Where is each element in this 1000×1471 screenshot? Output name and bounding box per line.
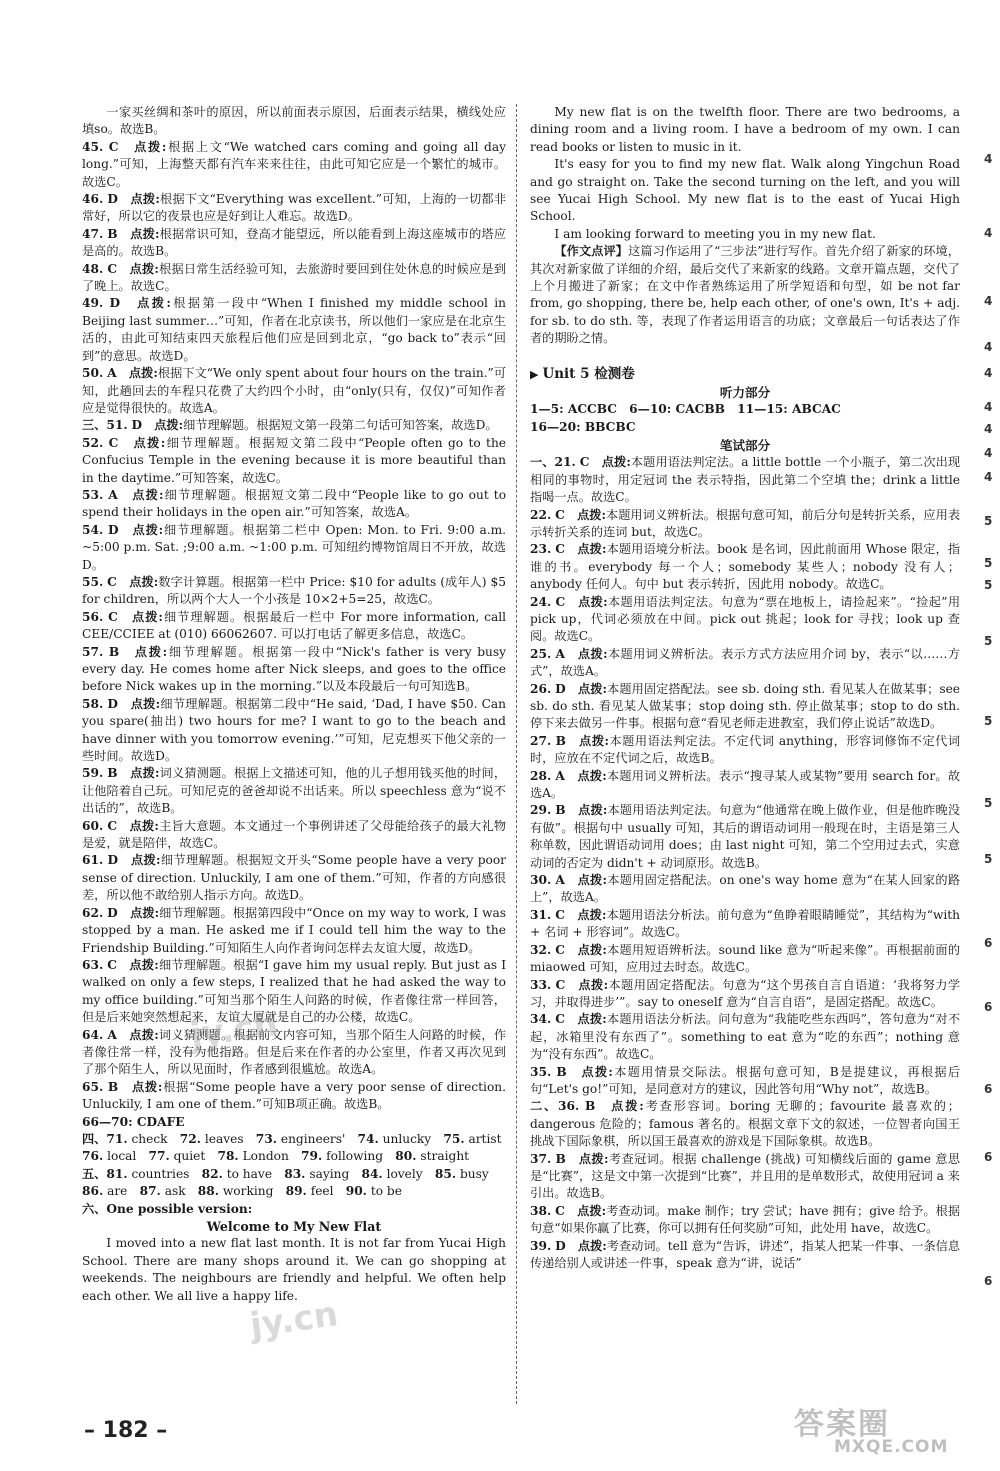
hint-label: 点拨: <box>577 1203 607 1218</box>
answer-entry <box>530 733 960 768</box>
answer-letter: A <box>108 487 118 502</box>
entry-text: 根据下文“We only spent about four hours on the train.”可知，此趟回去的车程只花费了大约四个小时，由“only(只有，仅仅)”可知作者应是觉得很快的。故选A。 <box>82 366 507 415</box>
margin-mark: 5 <box>984 556 993 570</box>
item-number: 86. <box>82 1184 104 1199</box>
question-number: 26. <box>530 681 552 696</box>
answers-66-70: 66—70: CDAFE <box>82 1114 185 1129</box>
item-word: engineers' <box>280 1131 346 1146</box>
question-number: 63. <box>82 957 104 972</box>
entry-text: 本题用情景交际法。根据句意可知，B是提建议，再根据后句“Let's go!”可知，是同意对方的建议，因此答句用“Why not”，故选B。 <box>530 1064 961 1096</box>
entry-text: 本题用语法分析法。问句意为“我能吃些东西吗”，答句意为“对不起，冰箱里没有东西了”。something to eat 意为“吃的东西”；nothing 意为“没有东西”。故选C。 <box>530 1012 961 1062</box>
site-watermark <box>794 1399 984 1461</box>
entry-text: 本题用固定搭配法。句意为“这个男孩自言自语道：‘我将努力学习，并取得进步’”。say to oneself 意为“自言自语”，是固定搭配。故选C。 <box>530 977 961 1009</box>
answer-letter: D <box>107 696 118 711</box>
answer-letter: D <box>107 522 119 537</box>
hint-label: 点拨: <box>133 435 166 450</box>
answer-entry <box>530 977 960 1012</box>
hint-label: 点拨: <box>130 696 161 711</box>
answer-entry <box>82 609 506 644</box>
hint-label: 点拨: <box>154 418 184 433</box>
question-number: 53. <box>82 487 104 502</box>
question-number: 一、21. <box>530 455 576 470</box>
question-number: 25. <box>530 646 552 661</box>
answer-letter: B <box>107 1079 119 1094</box>
answer-entry <box>530 507 960 542</box>
answer-entry <box>82 574 506 609</box>
unit-title-text: Unit 5 检测卷 <box>542 365 635 382</box>
item-word: quiet <box>173 1149 206 1164</box>
answer-letter: D <box>107 192 118 207</box>
answer-letter: C <box>555 1203 565 1218</box>
answer-entry <box>530 942 960 977</box>
answer-letter: C <box>108 609 118 624</box>
answer-letter: D <box>555 1238 566 1253</box>
entry-text: 根据第一段中“When I finished my middle school in Beijing last summer…”可知，作者在北京读书，所以他们一家应是在北京生活的，由此可知结束四天旅程后他们应是回到北京，“go back to”表示“回到”的意思。故选D。 <box>82 296 506 363</box>
question-number: 32. <box>530 942 552 957</box>
hint-label: 点拨: <box>578 681 608 696</box>
hint-label: 点拨: <box>130 192 160 207</box>
answer-letter: A <box>107 1027 117 1042</box>
item-number: 81. <box>106 1166 128 1181</box>
margin-mark: 5 <box>984 634 993 648</box>
question-number: 54. <box>82 522 104 537</box>
answer-entry <box>82 957 506 1027</box>
item-number: 78. <box>217 1149 239 1164</box>
essay-paragraph-4: I am looking forward to meeting you in my new flat. <box>554 226 876 241</box>
hint-label: 点拨: <box>577 646 608 661</box>
hint-label: 点拨: <box>581 1064 613 1079</box>
item-word: unlucky <box>382 1131 432 1146</box>
answer-letter: C <box>555 594 566 609</box>
entry-text: 考查动词。make 制作；try 尝试；have 拥有；give 给予。根据句意“如果你赢了比赛，你可以拥有任何奖励”可知，此处用 have，故选C。 <box>530 1203 961 1236</box>
question-number: 33. <box>530 977 552 992</box>
entry-text: 本题用词义辨析法。表示方式方法应用介词 by，表示“以……方式”，故选A。 <box>530 646 961 679</box>
answer-letter: C <box>107 957 117 972</box>
entry-text: 一家买丝绸和茶叶的原因，所以前面表示原因，后面表示结果，横线处应填so。故选B。 <box>82 105 506 137</box>
question-number: 61. <box>82 853 104 868</box>
hint-label: 点拨: <box>130 905 160 920</box>
item-word: following <box>326 1149 384 1164</box>
answer-letter: A <box>107 366 117 381</box>
question-number: 37. <box>530 1151 552 1166</box>
item-word: check <box>131 1131 168 1146</box>
answer-letter: B <box>107 226 118 241</box>
item-number: 79. <box>301 1149 323 1164</box>
entry-text: 本题用固定搭配法。on one's way home 意为“在某人回家的路上”，故选A。 <box>530 873 961 905</box>
entry-text: 本题用语法判定法。句意为“他通常在晚上做作业，但是他昨晚没有做”。根据句中 usually 可知，其后的谓语动词用一般现在时，主语是第三人称单数，因此谓语动词用 does；由 last night 可知，第二个空用过去式，实意动词的否定为 didn't + 动词原形。故选B。 <box>530 803 961 870</box>
answer-entry <box>530 1151 960 1203</box>
margin-mark: 5 <box>984 514 993 528</box>
answer-entry <box>82 295 506 365</box>
entry-text: 数字计算题。根据第一栏中 Price: $10 for adults (成年人) $5 for children，所以两个大人一个小孩是 10×2+5=25，故选C。 <box>82 574 507 607</box>
answer-letter: C <box>579 455 590 470</box>
hint-label: 点拨: <box>131 1079 163 1094</box>
column-divider <box>516 104 517 1404</box>
question-number: 27. <box>530 733 552 748</box>
right-column <box>530 104 960 1272</box>
item-word: lovely <box>386 1166 423 1181</box>
answer-letter: A <box>555 646 565 661</box>
answer-entry <box>82 696 506 766</box>
entry-text: 细节理解题。根据第二段中“He said, ‘Dad, I have $50. Can you spare(抽出) two hours for me? I want to go to the beach and have dinner with you tomorrow evening.’”可知，尼克想买下他父亲的一些时间。故选D。 <box>82 696 507 764</box>
margin-mark: 4 <box>984 470 993 484</box>
answer-letter: C <box>555 507 565 522</box>
watermark-logo-text: 答案圈 <box>794 1407 890 1442</box>
answer-entry <box>82 522 506 574</box>
hint-label: 点拨: <box>129 1027 159 1042</box>
hint-label: 点拨: <box>132 487 164 502</box>
item-number: 84. <box>361 1166 383 1181</box>
item-number: 71. <box>106 1131 128 1146</box>
hint-label: 点拨: <box>130 226 160 241</box>
margin-mark: 6 <box>984 1274 993 1288</box>
question-number: 65. <box>82 1079 104 1094</box>
hint-label: 点拨: <box>129 818 159 833</box>
item-word: feel <box>310 1184 334 1199</box>
margin-mark: 4 <box>984 400 993 414</box>
item-number: 80. <box>395 1149 417 1164</box>
answer-entry <box>82 852 506 904</box>
answer-entry <box>82 1027 506 1079</box>
margin-mark: 4 <box>984 152 993 166</box>
item-word: to have <box>226 1166 273 1181</box>
answer-entry <box>530 541 960 593</box>
item-word: artist <box>468 1131 502 1146</box>
entry-text: 词义猜测题。根据上文描述可知，他的儿子想用钱买他的时间，让他陪着自己玩。可知尼克的爸爸却说不出话来。所以 speechless 意为“说不出话的”，故选B。 <box>82 766 507 816</box>
entry-text: 考查形容词。boring 无聊的；favourite 最喜欢的；dangerous 危险的；famous 著名的。根据文章下文的叙述，一位智者向国王挑战下国际象棋，所以国王最喜欢的游戏是下国际象棋。故选B。 <box>530 1099 960 1149</box>
item-number: 73. <box>255 1131 277 1146</box>
question-number: 55. <box>82 574 104 589</box>
answer-letter: B <box>108 644 120 659</box>
hint-label: 点拨: <box>129 957 159 972</box>
entry-text: 本题用词义辨析法。根据句意可知，前后分句是转折关系，应用表示转折关系的连词 but，故选C。 <box>530 507 961 539</box>
hint-label: 点拨: <box>132 609 163 624</box>
entry-text: 细节理解题。根据短文第一段第二句话可知答案，故选D。 <box>183 418 498 433</box>
question-number: 三、51. <box>82 418 128 433</box>
review-text: 这篇习作运用了“三步法”进行写作。首先介绍了新家的环境，其次对新家做了详细的介绍，最后交代了来新家的线路。文章开篇点题，交代了上个月搬进了新家；在文中作者熟练运用了所学短语和句型，如 be not far from, go shopping, there be, help each other, of one's own, It's + adj. for sb. to do sth. 等，表现了作者运用语言的功底；文章最后一句话表达了作者的期盼之情。 <box>530 244 960 346</box>
answer-entry <box>530 454 960 506</box>
question-number: 50. <box>82 366 104 381</box>
answer-entry <box>530 594 960 646</box>
answer-entry <box>530 1064 960 1099</box>
item-number: 72. <box>179 1131 201 1146</box>
question-number: 29. <box>530 803 552 818</box>
question-number: 52. <box>82 435 104 450</box>
margin-mark: 6 <box>984 1000 993 1014</box>
answer-entry <box>530 1238 960 1273</box>
answer-entry <box>530 1203 960 1238</box>
item-number: 74. <box>357 1131 379 1146</box>
entry-text: 词义猜测题。根据前文内容可知，当那个陌生人问路的时候，作者像往常一样，没有为他指路。但是后来在作者的办公室里，作者又再次见到了那个陌生人，所以见面时，作者感到很尴尬。故选A。 <box>82 1027 507 1077</box>
hint-label: 点拨: <box>130 766 160 781</box>
margin-mark: 5 <box>984 852 993 866</box>
answer-letter: C <box>555 907 565 922</box>
answer-letter: C <box>555 542 565 557</box>
essay-title: Welcome to My New Flat <box>206 1219 382 1234</box>
entry-text: 根据上文“We watched cars coming and going all day long.”可知，上海整天都有汽车来来往往，由此可知它应是一个繁忙的城市。故选C。 <box>82 139 506 189</box>
item-word: local <box>107 1149 137 1164</box>
review-label: 【作文点评】 <box>554 244 629 259</box>
item-word: ask <box>164 1184 186 1199</box>
answer-letter: C <box>108 139 119 154</box>
entry-text: 本题用短语辨析法。sound like 意为“听起来像”。再根据前面的 miaowed 可知，应用过去时态。故选C。 <box>530 942 961 975</box>
item-word: are <box>107 1184 128 1199</box>
answer-entry <box>82 818 506 853</box>
item-word: countries <box>131 1166 190 1181</box>
question-number: 35. <box>530 1064 552 1079</box>
answer-entry <box>530 907 960 942</box>
essay-paragraph-2: My new flat is on the twelfth floor. There are two bedrooms, a dining room and a living room. I have a bedroom of my own. I can read books or listen to music in it. <box>530 105 960 154</box>
answer-entry <box>82 261 506 296</box>
ghost-watermark-2: jy.cn <box>247 1294 341 1346</box>
section-label: 四、 <box>82 1131 107 1146</box>
question-number: 56. <box>82 609 104 624</box>
listening-heading: 听力部分 <box>719 384 771 400</box>
margin-mark: 4 <box>984 366 993 380</box>
hint-label: 点拨: <box>611 1099 644 1114</box>
item-number: 89. <box>285 1184 307 1199</box>
entry-text: 细节理解题。根据第四段中“Once on my way to work, I was stopped by a man. He asked me if I could tell him the way to the Friendship Building.”可知陌生人向作者询问怎样去友谊大厦，故选D。 <box>82 905 507 955</box>
section-6-heading: 六、One possible version: <box>82 1201 253 1216</box>
answer-letter: C <box>107 574 117 589</box>
entry-text: 考查冠词。根据 challenge (挑战) 可知横线后面的 game 意思是“比赛”，这是文中第一次提到“比赛”，并且用的是单数形式，故使用冠词 a 来引出。故选B。 <box>530 1151 961 1201</box>
margin-mark: 4 <box>984 340 993 354</box>
answer-entry <box>530 872 960 907</box>
hint-label: 点拨: <box>134 139 167 154</box>
question-number: 59. <box>82 766 104 781</box>
answer-letter: B <box>555 1151 566 1166</box>
section-5-answers <box>82 1166 506 1201</box>
question-number: 45. <box>82 139 104 154</box>
entry-text: 本题用语法分析法。前句意为“鱼睁着眼睛睡觉”，其结构为“with + 名词 + 形容词”。故选C。 <box>530 907 961 940</box>
essay-review <box>530 243 960 347</box>
answer-entry <box>82 417 506 434</box>
entry-text: 本题用语法判定法。不定代词 anything，形容词修饰不定代词时，应放在不定代词之后，故选B。 <box>530 733 961 766</box>
section-4-answers <box>82 1131 506 1166</box>
answer-letter: B <box>584 1099 596 1114</box>
question-number: 24. <box>530 594 552 609</box>
item-number: 83. <box>284 1166 306 1181</box>
triangle-icon: ▶ <box>530 367 539 381</box>
answer-entry <box>530 646 960 681</box>
question-number: 46. <box>82 192 104 207</box>
hint-label: 点拨: <box>577 542 607 557</box>
answer-letter: B <box>555 733 566 748</box>
question-number: 39. <box>530 1238 552 1253</box>
answer-entry <box>82 644 506 696</box>
question-number: 38. <box>530 1203 552 1218</box>
question-number: 28. <box>530 768 552 783</box>
item-number: 85. <box>434 1166 457 1181</box>
answer-letter: B <box>555 803 566 818</box>
margin-mark: 5 <box>984 796 993 810</box>
answer-entry <box>82 139 506 191</box>
question-number: 49. <box>82 296 104 311</box>
answer-letter: C <box>555 942 565 957</box>
hint-label: 点拨: <box>577 873 607 888</box>
answer-letter: A <box>555 768 565 783</box>
hint-label: 点拨: <box>128 366 158 381</box>
entry-text: 考查动词。tell 意为“告诉，讲述”，指某人把某一件事、一条信息传递给别人或讲述一件事，speak 意为“讲，说话” <box>530 1238 961 1270</box>
section-label: 五、 <box>82 1166 107 1181</box>
margin-marks <box>984 104 1000 1404</box>
margin-mark: 6 <box>984 1150 993 1164</box>
question-number: 48. <box>82 261 104 276</box>
entry-text: 本题用词义辨析法。表示“搜寻某人或某物”要用 search for。故选A。 <box>530 768 961 801</box>
answer-letter: C <box>108 435 119 450</box>
hint-label: 点拨: <box>578 1151 609 1166</box>
entry-text: 根据常识可知，登高才能望远，所以能看到上海这座城市的塔应是高的。故选B。 <box>82 226 507 259</box>
hint-label: 点拨: <box>132 522 164 537</box>
answer-letter: B <box>556 1064 567 1079</box>
hint-label: 点拨: <box>577 768 607 783</box>
section-4-answers-row <box>82 1131 506 1148</box>
hint-label: 点拨: <box>577 907 607 922</box>
question-number: 34. <box>530 1012 552 1027</box>
margin-mark: 4 <box>984 294 993 308</box>
question-number: 60. <box>82 818 104 833</box>
margin-mark: 5 <box>984 714 993 728</box>
entry-text: 本题用固定搭配法。see sb. doing sth. 看见某人在做某事；see sb. do sth. 看见某人做某事；stop doing sth. 停止做某事；stop to do sth. 停下来去做另一件事。根据句意“看见老师走进教室，我们停止说话”故选D。 <box>530 681 961 731</box>
answer-letter: C <box>107 818 118 833</box>
answer-entry <box>530 1098 960 1150</box>
entry-text: 根据下文“Everything was excellent.”可知，上海的一切都非常好，所以它的夜景也应是好到让人难忘。故选D。 <box>82 192 507 224</box>
hint-label: 点拨: <box>577 507 606 522</box>
question-number: 47. <box>82 226 104 241</box>
hint-label: 点拨: <box>577 942 607 957</box>
watermark-domain: MXQE.COM <box>834 1437 949 1457</box>
answer-letter: D <box>107 905 118 920</box>
entry-text: 细节理解题。根据第二栏中 Open: Mon. to Fri. 9:00 a.m. ~5:00 p.m. Sat. ;9:00 a.m. ~1:00 p.m. 可知纽约博物馆周日不开放，故选D。 <box>82 522 507 572</box>
hint-label: 点拨: <box>129 574 159 589</box>
entry-text: 根据“Some people have a very poor sense of direction. Unluckily, I am one of them.”可知B项正确。故选B。 <box>82 1079 507 1112</box>
entry-text: 本题用语法判定法。a little bottle 一个小瓶子，第二次出现相同的事物时，用定冠词 the 表示特指，因此第二个空填 the；drink a little 指喝一点。故选C。 <box>530 455 961 505</box>
hint-label: 点拨: <box>577 1012 607 1027</box>
answer-letter: D <box>131 418 143 433</box>
item-word: leaves <box>204 1131 244 1146</box>
item-number: 87. <box>139 1184 161 1199</box>
item-word: busy <box>459 1166 489 1181</box>
hint-label: 点拨: <box>129 261 159 276</box>
answer-letter: C <box>107 261 118 276</box>
item-word: straight <box>420 1149 470 1164</box>
essay-paragraph-3: It's easy for you to find my new flat. Walk along Yingchun Road and go straight on. Take the second turning on the left, and you will see Yucai High School. My new flat is to the east of Yucai High School. <box>530 157 960 224</box>
margin-mark: 5 <box>984 578 993 592</box>
answer-entry <box>82 191 506 226</box>
unit-title <box>530 362 960 382</box>
written-heading: 笔试部分 <box>719 437 771 453</box>
answer-letter: D <box>555 681 566 696</box>
answer-entry <box>530 1011 960 1063</box>
margin-mark: 4 <box>984 226 993 240</box>
entry-text: 细节理解题。根据短文开头“Some people have a very poor sense of direction. Unluckily, I am one of them.”可知，作者的方向感很差，所以他不敢给别人指示方向。故选D。 <box>82 853 507 903</box>
answer-entry <box>82 226 506 261</box>
section-4-answers-row <box>82 1148 506 1165</box>
essay-paragraph-1: I moved into a new flat last month. It is not far from Yucai High School. There are many shops around it. We can go shopping at weekends. The neighbours are friendly and helpful. We often help each other. We all live a happy life. <box>82 1236 506 1303</box>
page-number: – 182 – <box>84 1418 168 1443</box>
answer-entry <box>82 905 506 957</box>
answer-entry <box>82 1079 506 1114</box>
entry-text: 本题用语境分析法。book 是名词，因此前面用 Whose 限定，指谁的书。everybody 每一个人；somebody 某些人；nobody 没有人；anybody 任何人。句中 but 表示转折，因此用 nobody。故选C。 <box>530 542 961 592</box>
item-number: 75. <box>443 1131 465 1146</box>
question-number: 31. <box>530 907 552 922</box>
entry-text: 细节理解题。根据最后一栏中 For more information, call CEE/CCIEE at (010) 66062607. 可以打电话了解更多信息，故选C。 <box>82 609 507 642</box>
question-number: 58. <box>82 696 104 711</box>
section-5-answers-row <box>82 1166 506 1183</box>
hint-label: 点拨: <box>578 803 608 818</box>
entry-text: 本题用语法判定法。句意为“票在地板上，请捡起来”。“捡起”用 pick up，代词必须放在中间。pick out 挑起；look for 寻找；look up 查阅。故选C。 <box>530 594 961 644</box>
answer-letter: D <box>107 853 119 868</box>
question-number: 23. <box>530 542 552 557</box>
question-number: 64. <box>82 1027 104 1042</box>
listening-answers-2: 16—20: BBCBC <box>530 419 636 434</box>
item-word: saying <box>309 1166 350 1181</box>
item-number: 90. <box>345 1184 367 1199</box>
hint-label: 点拨: <box>601 455 631 470</box>
answer-entry <box>530 768 960 803</box>
answer-entry <box>82 365 506 417</box>
question-number: 62. <box>82 905 104 920</box>
entry-text: 主旨大意题。本文通过一个事例讲述了父母能给孩子的最大礼物是爱，就是陪伴，故选C。 <box>82 818 507 851</box>
item-word: to be <box>370 1184 402 1199</box>
question-number: 57. <box>82 644 104 659</box>
answer-letter: B <box>107 766 118 781</box>
hint-label: 点拨: <box>134 644 168 659</box>
left-column <box>82 104 506 1305</box>
hint-label: 点拨: <box>579 733 610 748</box>
item-number: 88. <box>197 1184 219 1199</box>
hint-label: 点拨: <box>577 1238 607 1253</box>
answer-entry <box>82 765 506 817</box>
margin-mark: 4 <box>984 446 993 460</box>
answer-letter: D <box>109 296 121 311</box>
question-number: 30. <box>530 873 552 888</box>
item-number: 76. <box>82 1149 104 1164</box>
question-number: 二、36. <box>530 1099 580 1114</box>
entry-text: 细节理解题。根据短文第二段中“People often go to the Confucius Temple in the evening because it is more beautiful than in the daytime.”可知答案，故选C。 <box>82 435 507 485</box>
hint-label: 点拨: <box>578 977 609 992</box>
answer-entry <box>82 435 506 487</box>
item-number: 77. <box>148 1149 170 1164</box>
hint-label: 点拨: <box>578 594 608 609</box>
question-number: 22. <box>530 507 552 522</box>
answer-entry <box>82 104 506 139</box>
hint-label: 点拨: <box>130 853 161 868</box>
margin-mark: 4 <box>984 422 993 436</box>
answer-entry <box>82 487 506 522</box>
answer-entry <box>530 802 960 872</box>
answer-letter: C <box>555 977 566 992</box>
answer-entry <box>530 681 960 733</box>
margin-mark: 6 <box>984 936 993 950</box>
margin-mark: 6 <box>984 1082 993 1096</box>
item-word: working <box>222 1184 274 1199</box>
entry-text: 根据日常生活经验可知，去旅游时要回到住处休息的时候应是到了晚上。故选C。 <box>82 261 507 294</box>
entry-text: 细节理解题。根据“I gave him my usual reply. But just as I walked on only a few steps, I realized that he had asked the way to my office building.”可知当那个陌生人问路的时候，作者像往常一样回答，但是后来她突然想起来，友谊大厦就是自己的办公楼，故选C。 <box>82 957 507 1025</box>
hint-label: 点拨: <box>137 296 171 311</box>
section-5-answers-row <box>82 1183 506 1200</box>
entry-text: 细节理解题。根据第一段中“Nick's father is very busy every day. He comes home after Nick sleeps, and goes to the office before Nick wakes up in the morning.”以及本段最后一句可知选B。 <box>82 644 507 694</box>
listening-answers-1: 1—5: ACCBC 6—10: CACBB 11—15: ABCAC <box>530 402 841 417</box>
item-number: 82. <box>201 1166 223 1181</box>
item-word: London <box>242 1149 289 1164</box>
answer-letter: C <box>555 1012 565 1027</box>
entry-text: 细节理解题。根据短文第二段中“People like to go out to spend their holidays in the open air.”可知答案，故选A。 <box>82 487 507 520</box>
answer-letter: A <box>555 873 565 888</box>
ghost-watermark-1: jy.cn <box>187 1004 281 1056</box>
